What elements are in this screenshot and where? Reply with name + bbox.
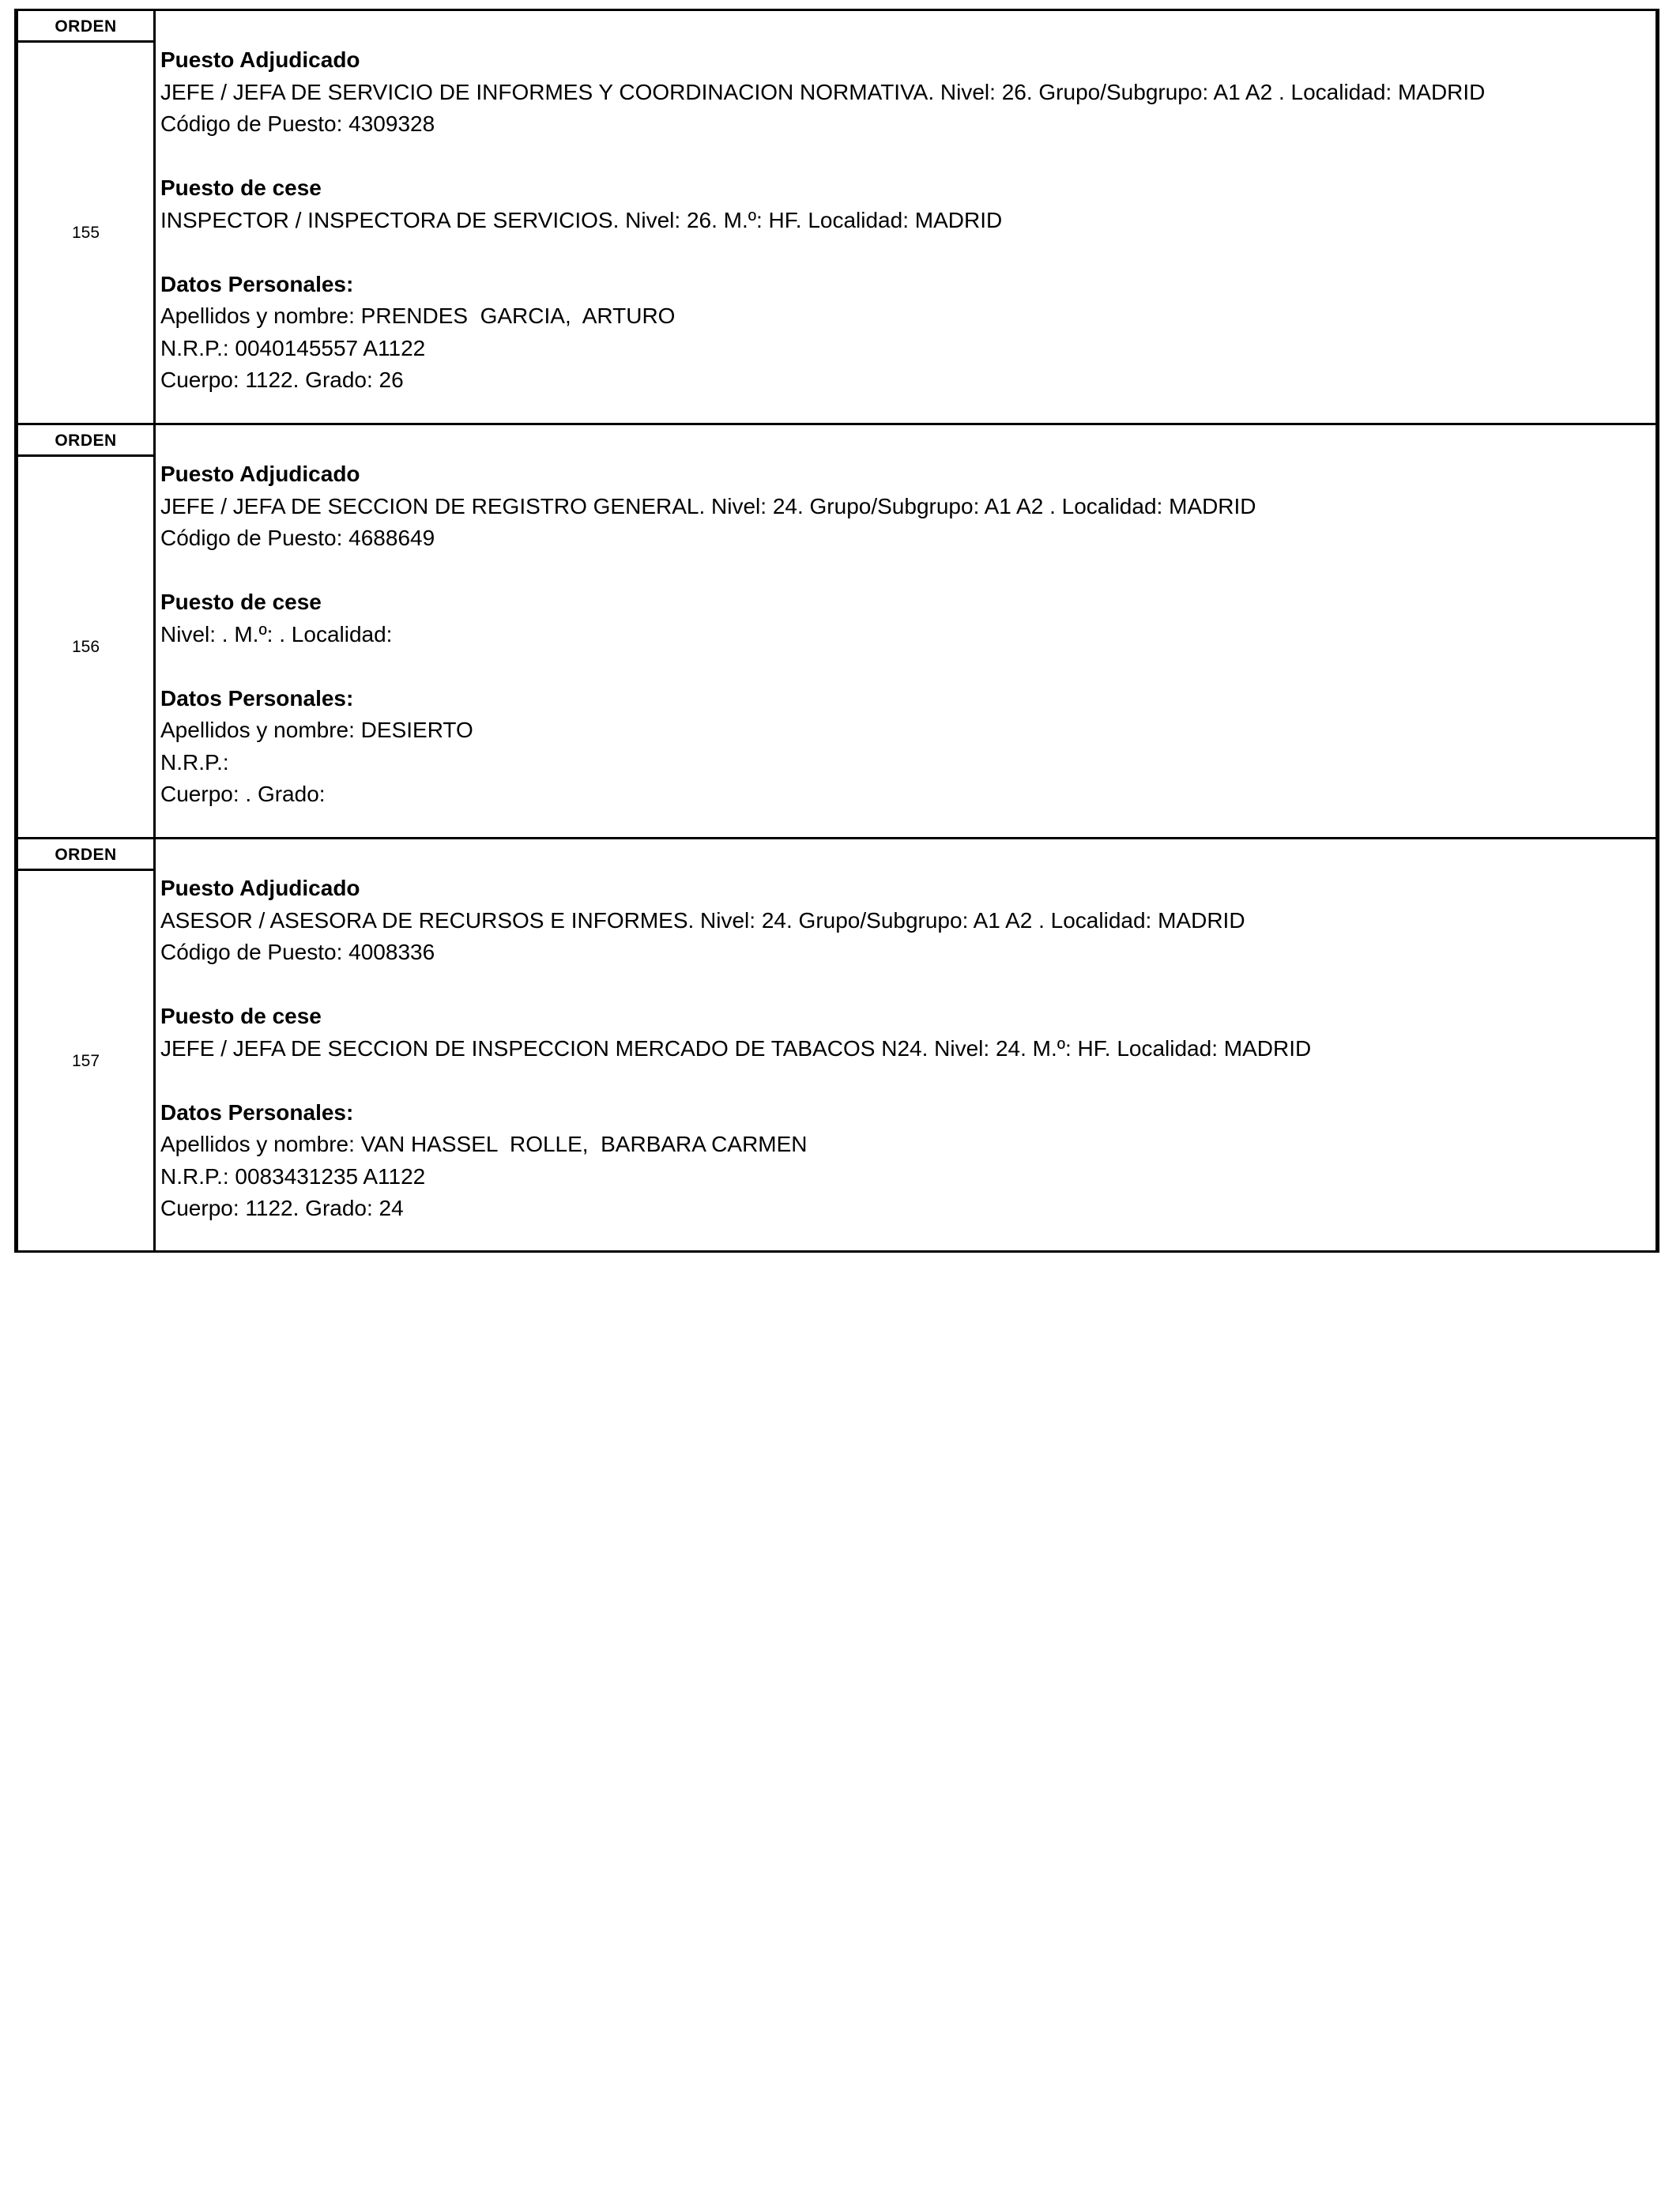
cuerpo-text: Cuerpo: 1122. Grado: 24: [160, 1196, 404, 1220]
nombre-text: Apellidos y nombre: PRENDES GARCIA, ARTURO: [160, 303, 676, 328]
record-row: [18, 425, 1656, 839]
orden-header: ORDEN: [18, 839, 153, 871]
cese-heading: Puesto de cese: [160, 175, 322, 200]
nrp-text: N.R.P.:: [160, 749, 229, 775]
record-row: [18, 11, 1656, 425]
codigo-text: Código de Puesto: 4688649: [160, 526, 435, 550]
orden-header: ORDEN: [18, 11, 153, 43]
orden-column: [18, 425, 156, 837]
orden-column: [18, 839, 156, 1250]
records-table: [14, 9, 1659, 1253]
cese-text: INSPECTOR / INSPECTORA DE SERVICIOS. Nivel: 26. M.º: HF. Localidad: MADRID: [160, 207, 1003, 232]
cese-text: JEFE / JEFA DE SECCION DE INSPECCION MERCADO DE TABACOS N24. Nivel: 24. M.º: HF. Localidad: MADRID: [160, 1035, 1312, 1061]
personales-heading: Datos Personales:: [160, 1099, 354, 1125]
orden-header: ORDEN: [18, 425, 153, 457]
nrp-text: N.R.P.: 0083431235 A1122: [160, 1163, 426, 1189]
record-row: [18, 839, 1656, 1250]
personales-heading: Datos Personales:: [160, 271, 354, 296]
codigo-text: Código de Puesto: 4309328: [160, 111, 435, 136]
personales-heading: Datos Personales:: [160, 685, 354, 711]
nombre-text: Apellidos y nombre: DESIERTO: [160, 718, 473, 742]
cuerpo-text: Cuerpo: 1122. Grado: 26: [160, 368, 404, 392]
adjudicado-text: JEFE / JEFA DE SERVICIO DE INFORMES Y COORDINACION NORMATIVA. Nivel: 26. Grupo/Subgrupo: A1 A2 . Localidad: MADRID: [160, 79, 1486, 104]
nombre-text: Apellidos y nombre: VAN HASSEL ROLLE, BARBARA CARMEN: [160, 1132, 808, 1156]
cese-heading: Puesto de cese: [160, 590, 322, 614]
cese-heading: Puesto de cese: [160, 1004, 322, 1028]
cuerpo-text: Cuerpo: . Grado:: [160, 782, 326, 806]
spacer: [160, 555, 1656, 587]
orden-column: [18, 11, 156, 423]
record-content: [159, 873, 1656, 1225]
nrp-text: N.R.P.: 0040145557 A1122: [160, 335, 426, 360]
adjudicado-heading: Puesto Adjudicado: [160, 876, 360, 900]
codigo-text: Código de Puesto: 4008336: [160, 940, 435, 964]
record-content: [159, 44, 1656, 397]
record-content: [159, 458, 1656, 811]
adjudicado-text: JEFE / JEFA DE SECCION DE REGISTRO GENERAL. Nivel: 24. Grupo/Subgrupo: A1 A2 . Localidad: MADRID: [160, 493, 1256, 518]
adjudicado-text: ASESOR / ASESORA DE RECURSOS E INFORMES. Nivel: 24. Grupo/Subgrupo: A1 A2 . Localidad: MADRID: [160, 907, 1245, 933]
spacer: [160, 1065, 1656, 1097]
cese-text: Nivel: . M.º: . Localidad:: [160, 621, 393, 647]
orden-number: 157: [71, 1052, 100, 1070]
spacer: [160, 969, 1656, 1001]
spacer: [160, 141, 1656, 173]
spacer: [160, 236, 1656, 269]
adjudicado-heading: Puesto Adjudicado: [160, 47, 360, 72]
orden-number: 155: [71, 224, 100, 242]
orden-number: 156: [71, 638, 100, 656]
spacer: [160, 650, 1656, 683]
adjudicado-heading: Puesto Adjudicado: [160, 462, 360, 486]
